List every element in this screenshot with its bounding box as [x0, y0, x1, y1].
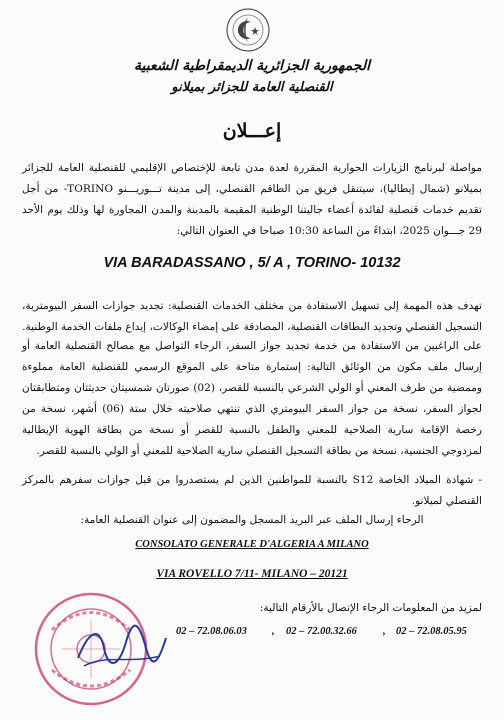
mission-paragraph: تهدف هذه المهمة إلى تسهيل الاستفادة من مختلف الخدمات القنصلية: تجديد جوازات السفر البيومترية، التسجيل القنصلي وتجديد البطاقات القنصلية، المصادقة على إمضاء الوكالات، إيداع ملفات الخدمة الوطنية. [22, 300, 482, 333]
torino-address: VIA BARADASSANO , 5/ A , TORINO- 10132 [103, 255, 401, 271]
phone-separator: , [272, 626, 275, 637]
signature-icon [70, 618, 170, 678]
header-republic: الجمهورية الجزائرية الديمقراطية الشعبية [133, 58, 370, 74]
header-consulate: القنصلية العامة للجزائر بميلانو [171, 80, 333, 95]
page-title: إعـــلان [222, 120, 282, 142]
phone-number: 02 – 72.00.32.66 [286, 626, 357, 637]
algeria-emblem-icon [224, 6, 272, 54]
contact-info-paragraph: لمزيد من المعلومات الرجاء الإتصال بالأرقام التالية: [259, 602, 482, 614]
passport-requirements-paragraph: على الراغبين من الاستفادة من خدمة تجديد جواز السفر، الرجاء التواصل مع مصالح القنصلية العامة أو إرسال ملف مكون من الوثائق التالية: إستمارة متاحة على الموقع الرسمي للقنصلية العامة مملوءة وممضية من طرف المعني أو الولي الشرعي بالنسبة للقصر، (02) صورتان شمسيتان حديثتان ومتطابقتان لجواز السفر، نسخة من جواز السفر البيومتري الذي تنتهي صلاحيته خلال ستة (06) أشهر، نسخة من رخصة الإقامة سارية الصلاحية للمعني والطفل بالنسبة للقصر أو نسخة من بطاقة الهوية الإيطالية لمزدوجي الجنسية، نسخة من بطاقة التسجيل القنصلي سارية الصلاحية للمعني أو الولي بالنسبة للقصر. [22, 340, 482, 457]
consulate-name: CONSOLATO GENERALE D'ALGERIA A MILANO [135, 539, 369, 550]
intro-paragraph: مواصلة لبرنامج الزيارات الجوارية المقررة لعدة مدن تابعة للإختصاص الإقليمي للقنصلية العامة للجزائر بميلانو (شمال إيطاليا)، سيتنقل فريق من الطاقم القنصلي، إلى مدينة تـــوريـــنو TORINO- من أجل تقديم خدمات قنصلية لفائدة أعضاء جاليتنا الوطنية المقيمة بالمدينة والمدن المجاورة لها وذلك يوم الأحد 29 جـــوان 2025، ابتداءً من الساعة 10:30 صباحا في العنوان التالي: [22, 162, 482, 237]
milano-address: VIA ROVELLO 7/11- MILANO – 20121 [156, 568, 348, 580]
phone-number: 02 – 72.08.05.95 [396, 626, 467, 637]
phone-separator: , [383, 626, 386, 637]
birth-certificate-note: - شهادة الميلاد الخاصة S12 بالنسبة للمواطنين الذين لم يستصدروا من قبل جوازات سفرهم بالمركز القنصلي لميلانو. [22, 474, 483, 507]
phone-number: 02 – 72.08.06.03 [176, 626, 247, 637]
mailing-instruction: الرجاء إرسال الملف عبر البريد المسجل والمضمون إلى عنوان القنصلية العامة: [80, 514, 424, 526]
